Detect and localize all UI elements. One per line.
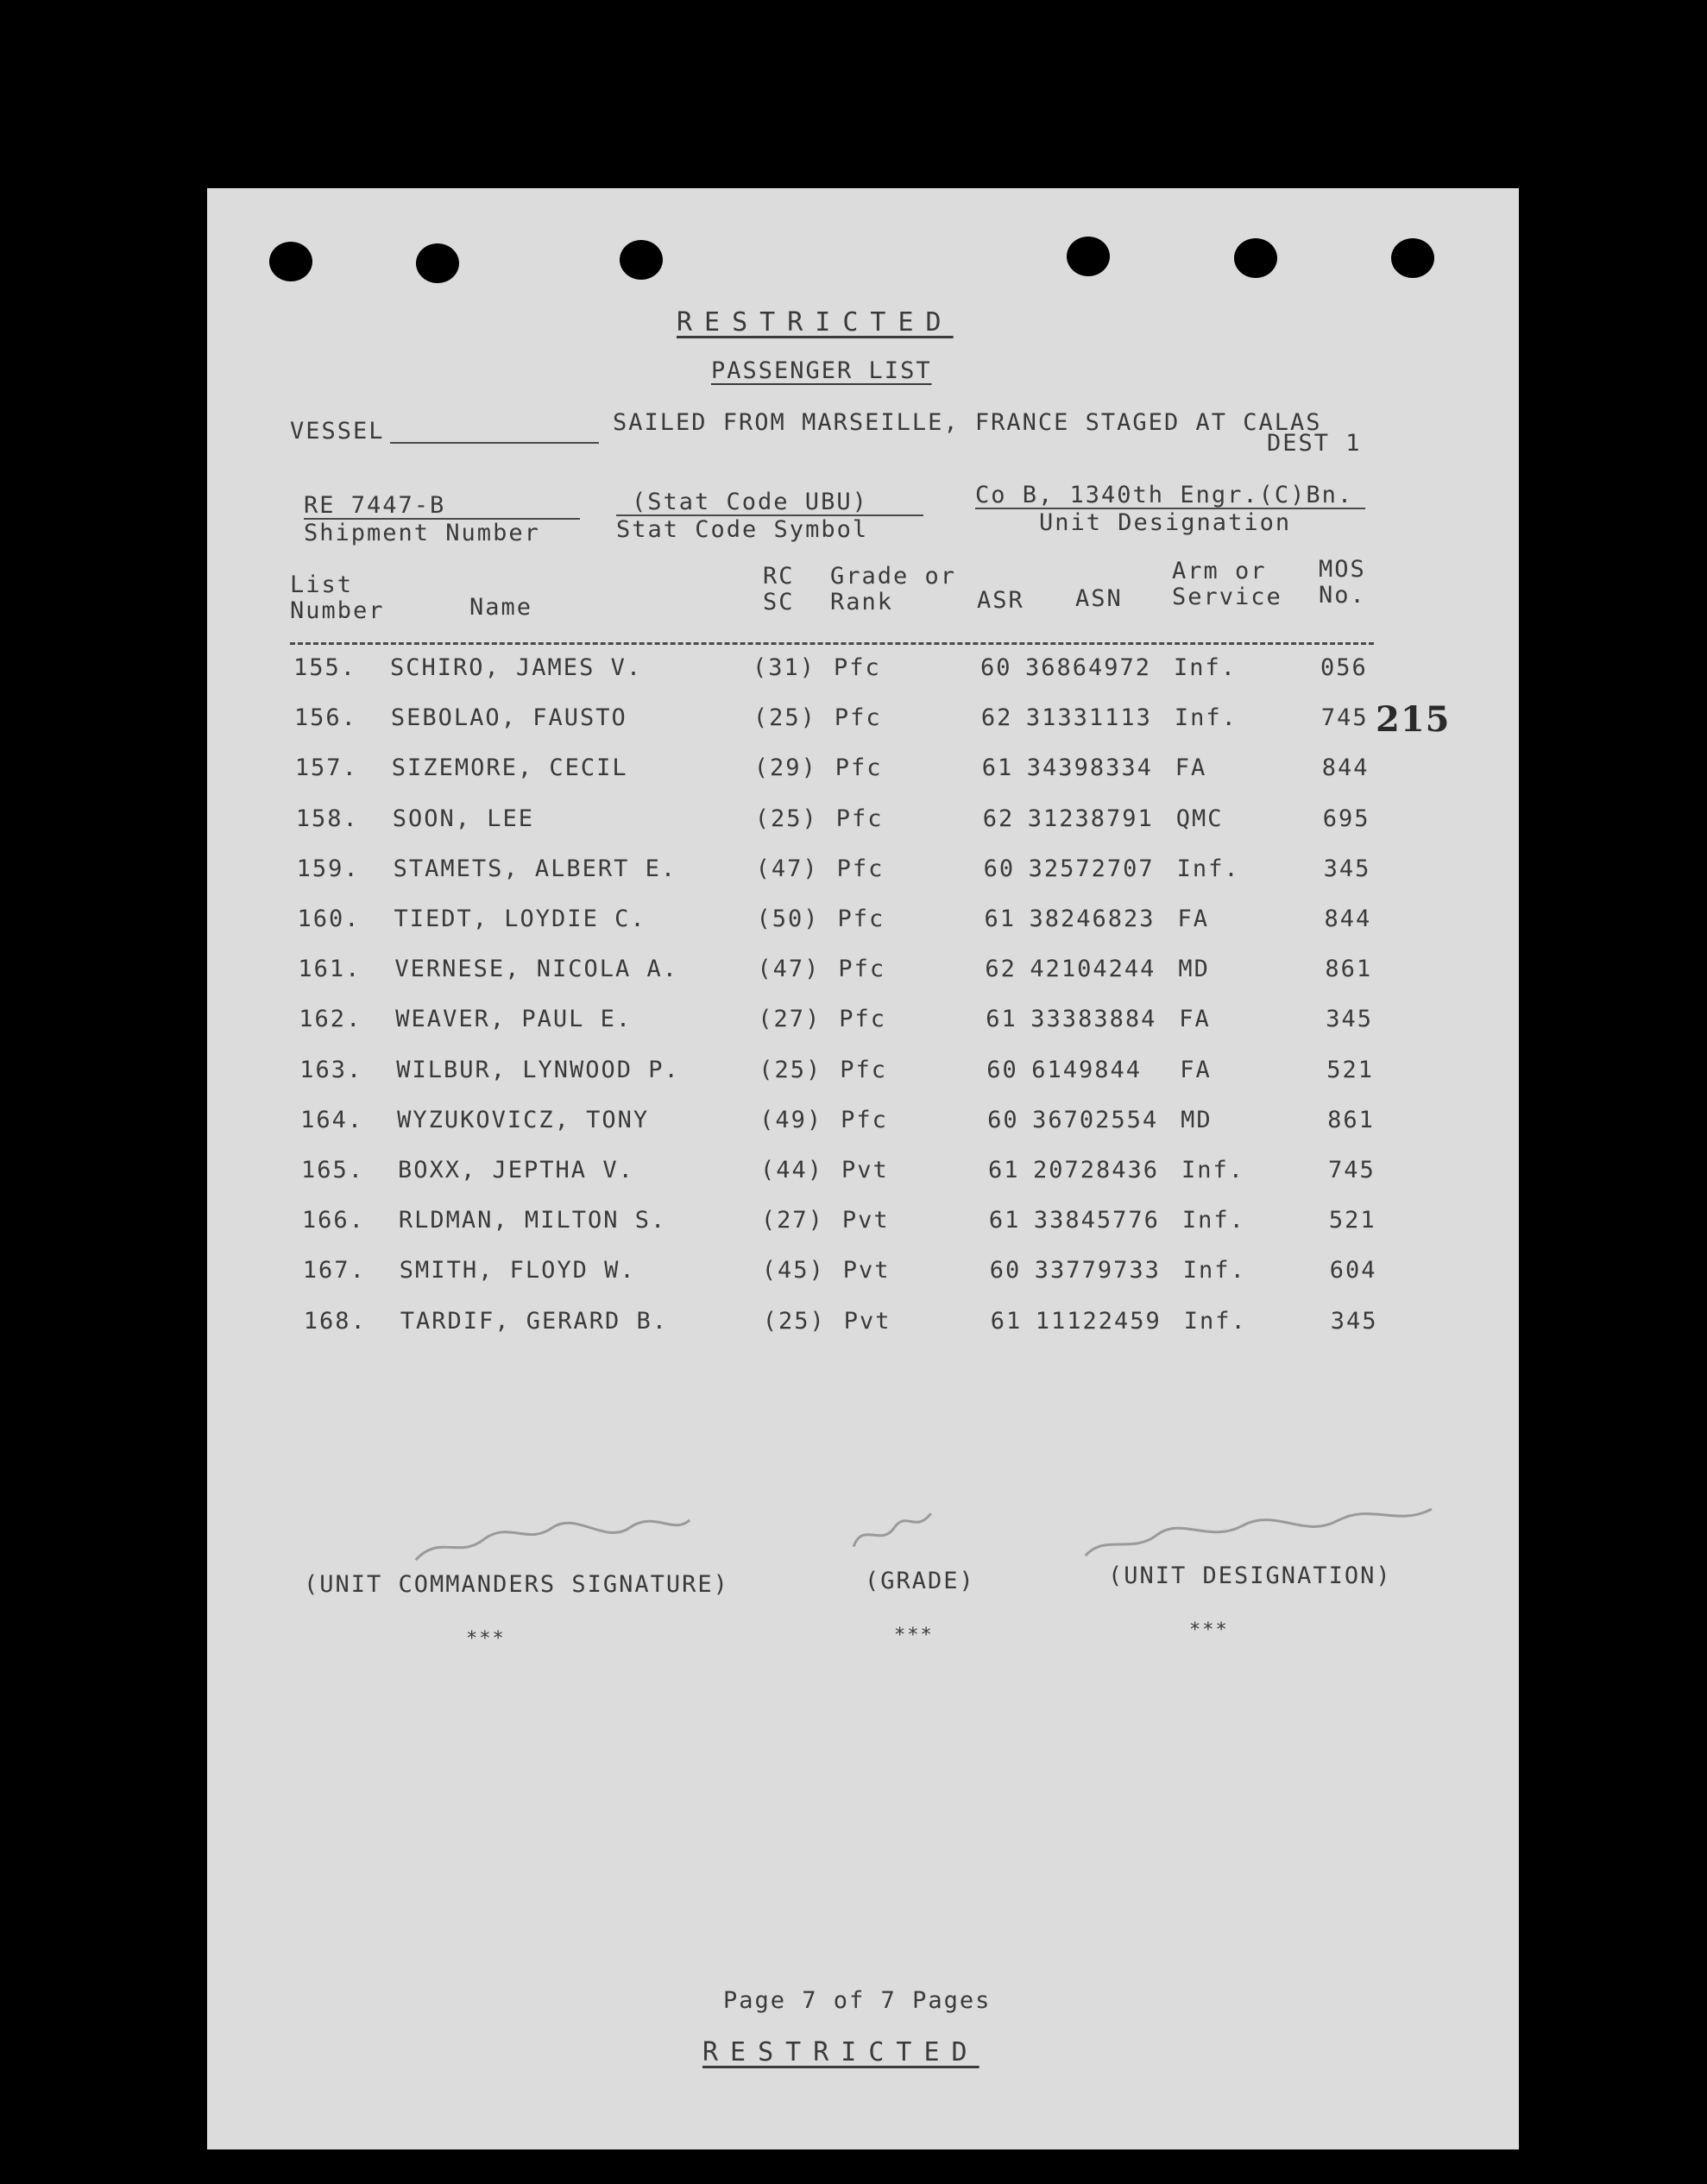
cell-mos: 345 — [1330, 1307, 1378, 1335]
destination-number: DEST 1 — [1267, 430, 1362, 457]
cell-list-number: 155. — [293, 654, 357, 681]
cell-asn: 38246823 — [1029, 906, 1156, 932]
cell-rc-sc: (45) — [761, 1257, 825, 1285]
cell-list-number: 166. — [301, 1207, 365, 1234]
cell-mos: 521 — [1328, 1207, 1376, 1234]
col-grade-line1: Grade or — [830, 563, 957, 590]
cell-rc-sc: (25) — [754, 805, 818, 832]
cell-arm-service: Inf. — [1174, 654, 1238, 681]
table-row — [207, 855, 1519, 890]
cell-arm-service: FA — [1175, 754, 1207, 782]
unit-designation-label: Unit Designation — [1039, 509, 1292, 536]
cell-mos: 521 — [1326, 1056, 1374, 1083]
cell-asr: 61 — [986, 1006, 1017, 1033]
cell-grade: Pfc — [834, 704, 882, 732]
punch-hole — [1067, 237, 1110, 276]
table-row — [207, 1057, 1519, 1091]
table-row — [207, 1157, 1519, 1191]
unit-commander-signature-label: (UNIT COMMANDERS SIGNATURE) — [304, 1571, 729, 1598]
col-arm-line2: Service — [1172, 584, 1282, 610]
cell-mos: 844 — [1324, 906, 1372, 932]
table-row — [207, 1257, 1519, 1291]
cell-rc-sc: (25) — [762, 1307, 826, 1335]
cell-name: SCHIRO, JAMES V. — [390, 654, 643, 681]
punch-hole — [620, 240, 663, 280]
stars-grade: *** — [894, 1625, 934, 1646]
table-row — [207, 1207, 1519, 1241]
cell-asn: 33383884 — [1030, 1006, 1157, 1033]
cell-list-number: 159. — [296, 855, 360, 882]
cell-mos: 604 — [1329, 1257, 1377, 1285]
signature-mark — [844, 1505, 950, 1556]
vessel-label: VESSEL — [290, 418, 385, 445]
cell-rc-sc: (27) — [760, 1207, 824, 1234]
cell-asr: 61 — [988, 1207, 1021, 1234]
cell-name: TIEDT, LOYDIE C. — [394, 906, 646, 932]
cell-list-number: 163. — [299, 1056, 363, 1083]
col-list-number-line1: List — [290, 571, 354, 598]
cell-arm-service: Inf. — [1181, 1157, 1245, 1184]
cell-arm-service: FA — [1180, 1056, 1212, 1083]
cell-asn: 33845776 — [1033, 1207, 1160, 1234]
cell-grade: Pfc — [836, 855, 885, 882]
cell-rc-sc: (29) — [753, 754, 817, 782]
cell-arm-service: MD — [1178, 956, 1210, 983]
cell-asr: 62 — [985, 956, 1017, 983]
vessel-blank-line — [390, 442, 599, 444]
cell-grade: Pfc — [835, 805, 884, 832]
cell-grade: Pfc — [841, 1106, 888, 1133]
table-row — [207, 654, 1519, 689]
col-sc-line2: SC — [763, 589, 795, 615]
signature-mark — [405, 1507, 701, 1571]
cell-rc-sc: (47) — [757, 956, 821, 983]
cell-grade: Pfc — [840, 1056, 887, 1083]
restricted-footer: RESTRICTED — [702, 2037, 979, 2067]
table-row — [207, 805, 1519, 840]
table-row — [207, 704, 1519, 739]
cell-list-number: 161. — [298, 956, 362, 983]
cell-arm-service: MD — [1181, 1106, 1213, 1133]
cell-name: WEAVER, PAUL E. — [395, 1006, 633, 1033]
cell-arm-service: Inf. — [1182, 1257, 1246, 1285]
grade-signature-scrawl — [844, 1505, 950, 1556]
margin-page-number: 215 — [1376, 699, 1451, 740]
cell-asr: 62 — [980, 704, 1013, 732]
cell-arm-service: Inf. — [1176, 855, 1240, 882]
page-count: Page 7 of 7 Pages — [723, 1987, 992, 2014]
cell-list-number: 167. — [302, 1257, 366, 1285]
shipment-number-label: Shipment Number — [304, 520, 540, 546]
cell-name: WILBUR, LYNWOOD P. — [396, 1056, 680, 1083]
cell-list-number: 168. — [303, 1307, 367, 1335]
col-list-number-line2: Number — [290, 597, 385, 624]
cell-name: SIZEMORE, CECIL — [391, 754, 628, 782]
cell-asn: 32572707 — [1028, 855, 1155, 882]
passenger-list-title: PASSENGER LIST — [711, 357, 932, 384]
stat-code-value: (Stat Code UBU) — [632, 489, 868, 515]
cell-rc-sc: (47) — [755, 855, 819, 882]
cell-asr: 60 — [989, 1257, 1022, 1285]
cell-name: VERNESE, NICOLA A. — [394, 956, 678, 983]
cell-asr: 60 — [987, 1106, 1019, 1133]
cell-rc-sc: (27) — [758, 1006, 822, 1033]
cell-asn: 42104244 — [1030, 956, 1156, 983]
cell-arm-service: FA — [1177, 906, 1210, 932]
cell-grade: Pfc — [837, 906, 885, 932]
cell-mos: 695 — [1322, 805, 1370, 832]
cell-grade: Pfc — [838, 956, 886, 983]
document-page — [207, 188, 1519, 2149]
cell-list-number: 164. — [300, 1106, 364, 1133]
cell-arm-service: Inf. — [1181, 1207, 1245, 1234]
cell-list-number: 160. — [297, 906, 361, 932]
cell-list-number: 158. — [295, 805, 359, 832]
grade-label: (GRADE) — [865, 1568, 975, 1594]
cell-asr: 61 — [981, 754, 1014, 782]
commander-signature-scrawl — [405, 1507, 700, 1562]
cell-name: TARDIF, GERARD B. — [400, 1307, 669, 1335]
cell-asn: 31331113 — [1025, 704, 1152, 732]
cell-list-number: 156. — [293, 704, 357, 732]
cell-rc-sc: (49) — [759, 1106, 823, 1133]
stars-unit: *** — [1189, 1619, 1229, 1641]
signature-mark — [1078, 1498, 1442, 1566]
col-mos-line1: MOS — [1319, 556, 1366, 583]
table-row — [207, 906, 1519, 940]
cell-list-number: 165. — [301, 1157, 365, 1184]
cell-mos: 861 — [1327, 1106, 1375, 1133]
shipment-number-value: RE 7447-B — [304, 492, 446, 519]
col-rc-line1: RC — [763, 563, 795, 590]
header-dashed-rule — [290, 642, 1374, 645]
punch-hole — [1234, 238, 1277, 278]
cell-grade: Pfc — [835, 754, 883, 782]
cell-mos: 745 — [1328, 1157, 1376, 1184]
cell-mos: 745 — [1320, 704, 1369, 732]
cell-asr: 60 — [986, 1056, 1018, 1083]
col-arm-line1: Arm or — [1172, 558, 1267, 584]
cell-asn: 34398334 — [1026, 754, 1153, 782]
cell-list-number: 157. — [294, 754, 358, 782]
cell-name: SMITH, FLOYD W. — [399, 1257, 636, 1285]
cell-arm-service: FA — [1179, 1006, 1211, 1033]
col-asn: ASN — [1075, 585, 1123, 612]
unit-designation-value: Co B, 1340th Engr.(C)Bn. — [975, 482, 1354, 508]
cell-arm-service: Inf. — [1174, 704, 1238, 732]
cell-asr: 61 — [988, 1157, 1020, 1184]
sailed-from-text: SAILED FROM MARSEILLE, FRANCE STAGED AT CALAS — [613, 409, 1322, 436]
cell-mos: 345 — [1323, 855, 1371, 882]
cell-mos: 861 — [1325, 956, 1373, 983]
cell-asn: 20728436 — [1033, 1157, 1160, 1184]
col-asr: ASR — [977, 587, 1024, 614]
table-row — [207, 956, 1519, 990]
cell-asr: 62 — [982, 805, 1015, 832]
cell-grade: Pfc — [839, 1006, 887, 1033]
cell-list-number: 162. — [299, 1006, 362, 1033]
cell-asn: 31238791 — [1027, 805, 1154, 832]
cell-grade: Pvt — [843, 1307, 891, 1335]
stat-code-label: Stat Code Symbol — [616, 516, 869, 543]
cell-asn: 33779733 — [1034, 1257, 1161, 1285]
cell-name: STAMETS, ALBERT E. — [393, 855, 677, 882]
cell-mos: 345 — [1326, 1006, 1374, 1033]
cell-asn: 36864972 — [1025, 654, 1152, 681]
cell-rc-sc: (31) — [753, 654, 816, 681]
unit-signature-scrawl — [1078, 1498, 1442, 1557]
table-row — [207, 1308, 1519, 1342]
cell-name: RLDMAN, MILTON S. — [398, 1207, 667, 1234]
col-grade-line2: Rank — [830, 589, 894, 615]
cell-asr: 61 — [990, 1307, 1023, 1335]
cell-name: SEBOLAO, FAUSTO — [390, 704, 627, 732]
cell-mos: 844 — [1321, 754, 1370, 782]
table-row — [207, 1006, 1519, 1040]
cell-asn: 36702554 — [1032, 1106, 1159, 1133]
cell-name: SOON, LEE — [392, 805, 534, 832]
cell-asn: 11122459 — [1035, 1307, 1162, 1335]
unit-designation-signature-label: (UNIT DESIGNATION) — [1108, 1562, 1392, 1589]
cell-grade: Pvt — [841, 1207, 890, 1234]
punch-hole — [416, 243, 459, 283]
cell-asr: 60 — [983, 855, 1016, 882]
cell-arm-service: QMC — [1175, 805, 1224, 832]
cell-rc-sc: (25) — [753, 704, 816, 732]
col-mos-line2: No. — [1319, 582, 1366, 609]
cell-name: WYZUKOVICZ, TONY — [397, 1106, 650, 1133]
punch-hole — [269, 242, 312, 281]
cell-asn: 6149844 — [1031, 1056, 1142, 1083]
cell-name: BOXX, JEPTHA V. — [398, 1157, 634, 1184]
cell-grade: Pfc — [834, 654, 881, 681]
table-row — [207, 1107, 1519, 1141]
cell-mos: 056 — [1320, 654, 1368, 681]
cell-arm-service: Inf. — [1183, 1307, 1247, 1335]
cell-grade: Pvt — [841, 1157, 889, 1184]
cell-rc-sc: (44) — [760, 1157, 824, 1184]
cell-grade: Pvt — [842, 1257, 891, 1285]
cell-rc-sc: (50) — [756, 906, 820, 932]
col-name: Name — [469, 594, 533, 621]
cell-asr: 61 — [984, 906, 1017, 932]
stars-commander: *** — [466, 1628, 506, 1650]
punch-hole — [1391, 238, 1434, 278]
cell-asr: 60 — [980, 654, 1012, 681]
cell-rc-sc: (25) — [759, 1056, 822, 1083]
restricted-header: RESTRICTED — [677, 307, 954, 338]
table-row — [207, 754, 1519, 789]
